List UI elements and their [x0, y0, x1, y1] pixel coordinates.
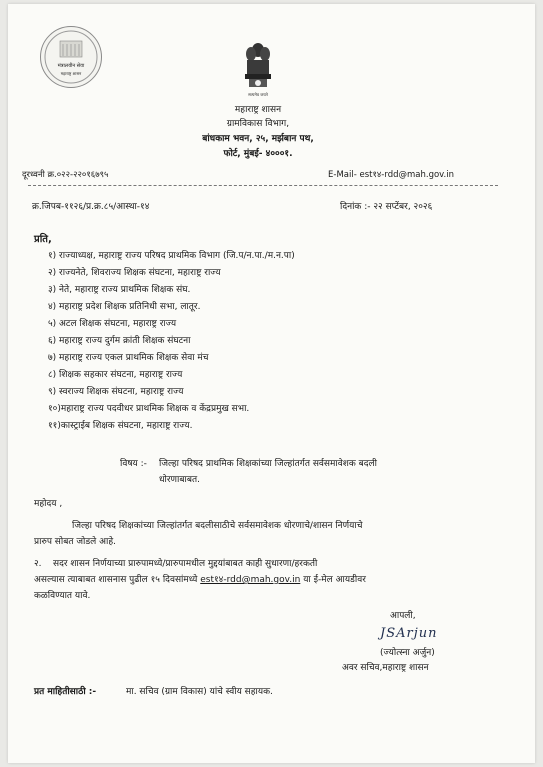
header-line-3: बांधकाम भवन, २५, मर्झबान पथ, — [202, 134, 314, 144]
list-item: ७) महाराष्ट्र राज्य एकल प्राथमिक शिक्षक सेवा मंच — [48, 353, 209, 363]
email-address: E-Mail- est१४-rdd@mah.gov.in — [328, 170, 455, 180]
header-line-4: फोर्ट, मुंबई- ४०००१. — [223, 149, 293, 159]
dashed-divider — [28, 185, 498, 186]
list-item: १) राज्याध्यक्ष, महाराष्ट्र राज्य परिषद प्राथमिक विभाग (जि.प/न.पा./म.न.पा) — [48, 251, 295, 261]
header-line-2: ग्रामविकास विभाग, — [226, 119, 290, 129]
recipients-heading: प्रति, — [34, 234, 52, 245]
seal-text-line2: महाराष्ट्र शासन — [60, 71, 82, 76]
list-item: ११)कास्ट्राईब शिक्षक संघटना, महाराष्ट्र राज्य. — [48, 421, 193, 431]
list-item: ६) महाराष्ट्र राज्य दुर्गम क्रांती शिक्षक संघटना — [48, 336, 191, 346]
emblem-motto: सत्यमेव जयते — [248, 92, 268, 97]
subject-line-1: जिल्हा परिषद प्राथमिक शिक्षकांच्या जिल्हांतर्गत सर्वसमावेशक बदली — [159, 459, 377, 469]
copy-recipient: मा. सचिव (ग्राम विकास) यांचे स्वीय सहायक. — [126, 687, 273, 697]
list-item: ९) स्वराज्य शिक्षक संघटना, महाराष्ट्र राज्य — [48, 387, 184, 397]
signatory-title: अवर सचिव,महाराष्ट्र शासन — [342, 663, 429, 673]
list-item: १०)महाराष्ट्र राज्य पदवीधर प्राथमिक शिक्षक व केंद्रप्रमुख सभा. — [48, 404, 250, 414]
paragraph-1-line-2: प्रारुप सोबत जोडले आहे. — [34, 537, 116, 547]
paragraph-2-text-b: या ई-मेल आयडीवर — [303, 575, 366, 585]
subject-label: विषय :- — [120, 459, 147, 469]
letter-page — [8, 4, 535, 763]
signatory-name: (ज्योत्स्ना अर्जुन) — [380, 648, 435, 658]
seal-text-line1: मंत्रालयीन सेवा — [57, 63, 85, 69]
list-item: ४) महाराष्ट्र प्रदेश शिक्षक प्रतिनिधी सभा, लातूर. — [48, 302, 201, 312]
paragraph-2-text-a: असल्यास त्याबाबत शासनास पुढील १५ दिवसांमध्ये — [34, 575, 198, 585]
paragraph-1-line-1: जिल्हा परिषद शिक्षकांच्या जिल्हांतर्गत बदलीसाठीचे सर्वसमावेशक धोरणाचे/शासन निर्णयाचे — [72, 521, 363, 531]
list-item: ३) नेते, महाराष्ट्र राज्य प्राथमिक शिक्षक संघ. — [48, 285, 191, 295]
phone-number: दूरध्वनी क्र.०२२-२२०१६७९५ — [22, 170, 109, 180]
closing: आपली, — [390, 611, 416, 621]
list-item: २) राज्यनेते, शिवराज्य शिक्षक संघटना, महाराष्ट्र राज्य — [48, 268, 221, 278]
list-item: ८) शिक्षक सहकार संघटना, महाराष्ट्र राज्य — [48, 370, 183, 380]
copy-label: प्रत माहितीसाठी :- — [34, 687, 97, 697]
signature: JSArjun — [380, 626, 438, 641]
paragraph-2-line-3: कळविण्यात यावे. — [34, 591, 91, 601]
reference-number: क्र.जिपब-११२६/प्र.क्र.८५/आस्था-१४ — [32, 202, 150, 212]
paragraph-2-line-2 — [34, 572, 366, 585]
subject-line-2: धोरणाबाबत. — [159, 475, 200, 485]
recipient-list — [48, 248, 295, 435]
ministry-seal-logo — [40, 26, 102, 88]
national-emblem-icon — [242, 41, 274, 93]
paragraph-2-line-1: २. सदर शासन निर्णयाच्या प्रारुपामध्ये/प्रारुपामधील मुद्दयांबाबत काही सुधारणा/हरकती — [34, 559, 318, 569]
list-item: ५) अटल शिक्षक संघटना, महाराष्ट्र राज्य — [48, 319, 177, 329]
salutation: महोदय , — [34, 499, 63, 509]
email-link[interactable]: est१४-rdd@mah.gov.in — [200, 575, 301, 585]
header-line-1: महाराष्ट्र शासन — [234, 105, 282, 115]
letter-date: दिनांक :- २२ सप्टेंबर, २०२६ — [340, 202, 433, 212]
